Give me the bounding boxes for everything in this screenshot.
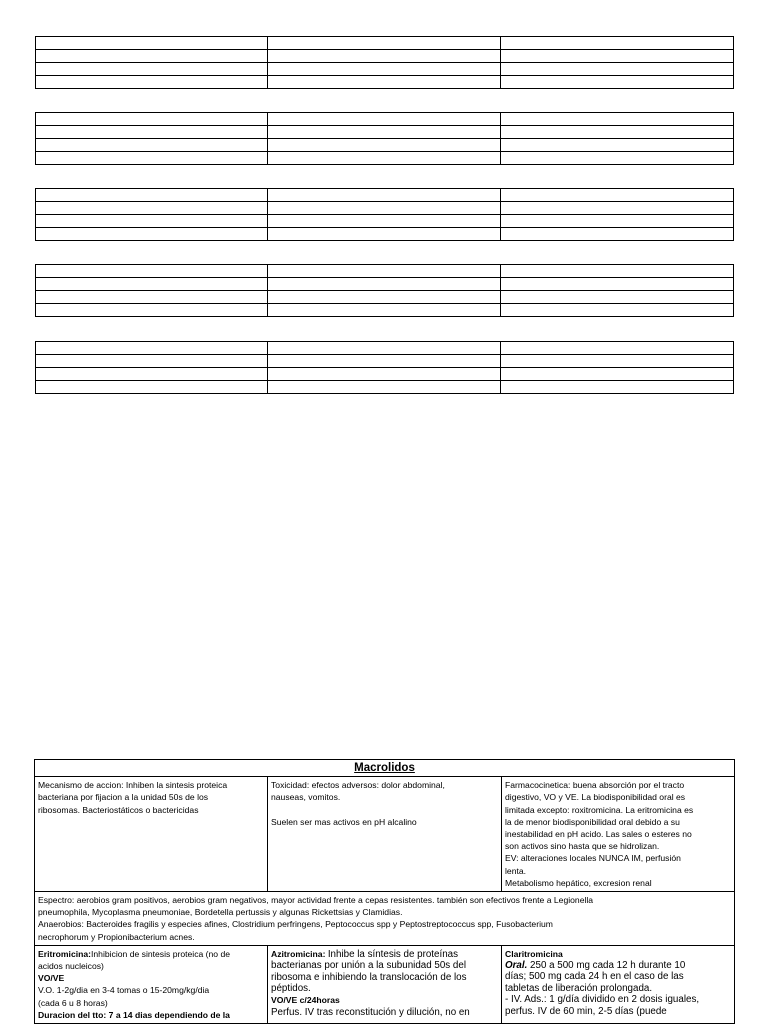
empty-table-3 bbox=[35, 188, 734, 241]
farmacocinetica-line: digestivo, VO y VE. La biodisponibilidad oral es bbox=[505, 792, 686, 803]
empty-table-5 bbox=[35, 341, 734, 394]
table-title: Macrolidos bbox=[354, 762, 415, 774]
espectro-line: Espectro: aerobios gram positivos, aerobios gram negativos, mayor actividad frente a cepas resistentes. también son efectivos frente a Legionella bbox=[38, 895, 594, 906]
eritromicina-desc: Inhibicion de sintesis proteica (no de bbox=[91, 948, 231, 959]
eritromicina-dose: (cada 6 u 8 horas) bbox=[38, 997, 108, 1008]
macrolidos-table bbox=[34, 759, 735, 1024]
farmacocinetica-line: EV: alteraciones locales NUNCA IM, perfusión bbox=[505, 853, 681, 864]
farmacocinetica-cell bbox=[502, 777, 735, 892]
azitromicina-desc: ribosoma e inhibiendo la translocación de los bbox=[271, 971, 467, 983]
azitromicina-name: Azitromicina: bbox=[271, 948, 328, 959]
claritromicina-name: Claritromicina bbox=[505, 948, 563, 959]
claritromicina-iv: - IV. Ads.: 1 g/día dividido en 2 dosis iguales, bbox=[505, 994, 700, 1006]
eritromicina-dose: V.O. 1-2g/dia en 3-4 tomas o 15-20mg/kg/dia bbox=[38, 985, 210, 996]
eritromicina-cell bbox=[35, 945, 268, 1023]
eritromicina-desc: acidos nucleicos) bbox=[38, 961, 104, 972]
mecanismo-line: ribosomas. Bacteriostáticos o bactericidas bbox=[38, 804, 199, 815]
mecanismo-line: Mecanismo de accion: Inhiben la sintesis proteica bbox=[38, 780, 228, 791]
empty-table-2 bbox=[35, 112, 734, 165]
eritromicina-duracion: Duracion del tto: 7 a 14 dias dependiendo de la bbox=[38, 1009, 230, 1020]
toxicidad-cell bbox=[268, 777, 502, 892]
farmacocinetica-line: inestabilidad en pH acido. Las sales o esteres no bbox=[505, 829, 692, 840]
azitromicina-perfus: Perfus. IV tras reconstitución y dilución, no en bbox=[271, 1006, 470, 1018]
espectro-cell bbox=[35, 892, 735, 946]
azitromicina-desc: bacterianas por unión a la subunidad 50s del bbox=[271, 960, 466, 972]
farmacocinetica-line: Farmacocinetica: buena absorción por el tracto bbox=[505, 780, 685, 791]
mecanismo-cell bbox=[35, 777, 268, 892]
toxicidad-line: nauseas, vomitos. bbox=[271, 792, 341, 803]
table-title-cell bbox=[35, 760, 735, 777]
farmacocinetica-line: Metabolismo hepático, excresion renal bbox=[505, 877, 652, 888]
farmacocinetica-line: la de menor biodisponibilidad oral debido a su bbox=[505, 816, 680, 827]
claritromicina-oral: 250 a 500 mg cada 12 h durante 10 bbox=[527, 960, 686, 972]
empty-table-4 bbox=[35, 264, 734, 317]
farmacocinetica-line: lenta. bbox=[505, 865, 527, 876]
farmacocinetica-line: limitada excepto: roxitromicina. La eritromicina es bbox=[505, 804, 694, 815]
toxicidad-line: Toxicidad: efectos adversos: dolor abdominal, bbox=[271, 780, 445, 791]
azitromicina-desc: péptidos. bbox=[271, 983, 311, 995]
empty-table-1 bbox=[35, 36, 734, 89]
claritromicina-iv: perfus. IV de 60 min, 2-5 días (puede bbox=[505, 1005, 667, 1017]
toxicidad-gap bbox=[271, 804, 498, 816]
azitromicina-via: VO/VE c/24horas bbox=[271, 995, 340, 1006]
farmacocinetica-line: son activos sino hasta que se hidrolizan. bbox=[505, 841, 660, 852]
espectro-line: necrophorum y Propionibacterium acnes. bbox=[38, 931, 195, 942]
azitromicina-desc: Inhibe la síntesis de proteínas bbox=[327, 948, 458, 960]
claritromicina-oral: días; 500 mg cada 24 h en el caso de las bbox=[505, 971, 684, 983]
mecanismo-line: bacteriana por fijacion a la unidad 50s de los bbox=[38, 792, 209, 803]
azitromicina-cell bbox=[268, 945, 502, 1023]
eritromicina-via: VO/VE bbox=[38, 973, 65, 984]
espectro-line: Anaerobios: Bacteroides fragilis y especies afines, Clostridium perfringens, Peptococcus spp y Peptostreptococcus spp, Fusobacterium bbox=[38, 919, 553, 930]
claritromicina-cell bbox=[502, 945, 735, 1023]
toxicidad-line: Suelen ser mas activos en pH alcalino bbox=[271, 816, 417, 827]
espectro-line: pneumophila, Mycoplasma pneumoniae, Bordetella pertussis y algunas Rickettsias y Clamidias. bbox=[38, 907, 403, 918]
eritromicina-name: Eritromicina: bbox=[38, 948, 92, 959]
claritromicina-oral: tabletas de liberación prolongada. bbox=[505, 982, 653, 994]
claritromicina-oral-label: Oral. bbox=[505, 960, 528, 972]
